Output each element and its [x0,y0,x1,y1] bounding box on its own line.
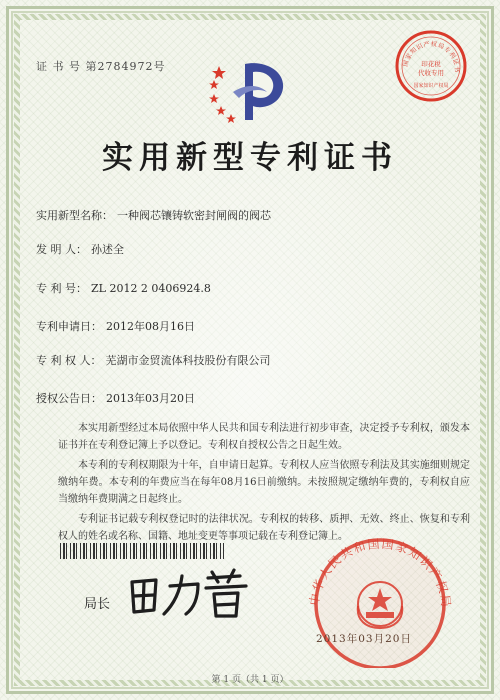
patent-office-seal-icon [300,528,460,668]
utility-model-name-row [36,207,271,223]
body-paragraph-1: 本实用新型经过本局依照中华人民共和国专利法进行初步审查，决定授予专利权，颁发本证书并在专利登记簿上予以登记。专利权自授权公告之日起生效。 [58,423,470,451]
svg-text:国家知识产权局: 国家知识产权局 [413,83,449,89]
filing-date-value: 2012年08月16日 [106,320,195,333]
patent-number-row [36,280,211,296]
certificate-number-value: 第2784972号 [85,60,166,73]
filing-date-label: 专利申请日： [36,320,102,333]
director-label: 局长 [84,597,111,612]
patentee-value: 芜湖市金贸流体科技股份有限公司 [105,354,271,367]
body-paragraph-3: 专利证书记载专利权登记时的法律状况。专利权的转移、质押、无效、终止、恢复和专利权人的姓名或名称、国籍、地址变更等事项记载在专利登记簿上。 [58,514,470,542]
patentee-row [36,352,271,368]
certificate-number-label: 证 书 号 [36,60,81,73]
svg-text:代收专用: 代收专用 [418,69,444,77]
patentee-label: 专 利 权 人： [36,354,102,367]
top-seal-stamp-icon [393,28,469,104]
filing-date-row [36,318,195,334]
inventor-value: 孙述全 [91,243,124,256]
seal-date: 2013年03月20日 [316,633,412,645]
patent-number-value: ZL 2012 2 0406924.8 [91,282,211,295]
utility-model-name-value: 一种阀芯镶铸软密封闸阀的阀芯 [117,209,271,222]
svg-text:中华人民共和国国家知识产权局: 中华人民共和国国家知识产权局 [306,536,454,610]
grant-date-value: 2013年03月20日 [106,392,195,405]
certificate-number [36,58,166,74]
page-number: 第 1 页（共 1 页） [211,675,289,685]
inventor-label: 发 明 人： [36,243,87,256]
grant-date-row [36,390,195,406]
grant-date-label: 授权公告日： [36,392,102,405]
svg-text:国家知识产权局专利证书: 国家知识产权局专利证书 [402,40,461,73]
svg-text:印花税: 印花税 [421,60,441,68]
utility-model-name-label: 实用新型名称： [36,209,113,222]
director-signature [126,568,256,620]
patent-number-label: 专 利 号： [36,282,87,295]
body-paragraph-2: 本专利的专利权期限为十年，自申请日起算。专利权人应当依照专利法及其实施细则规定缴纳年费。本专利的年费应当在每年08月16日前缴纳。未按照规定缴纳年费的，专利权自应当缴纳年费期满之日起终止。 [58,460,470,505]
inventor-row [36,241,124,257]
barcode [60,543,224,559]
patent-office-logo-icon [205,58,293,124]
certificate-title: 实用新型专利证书 [102,140,398,176]
